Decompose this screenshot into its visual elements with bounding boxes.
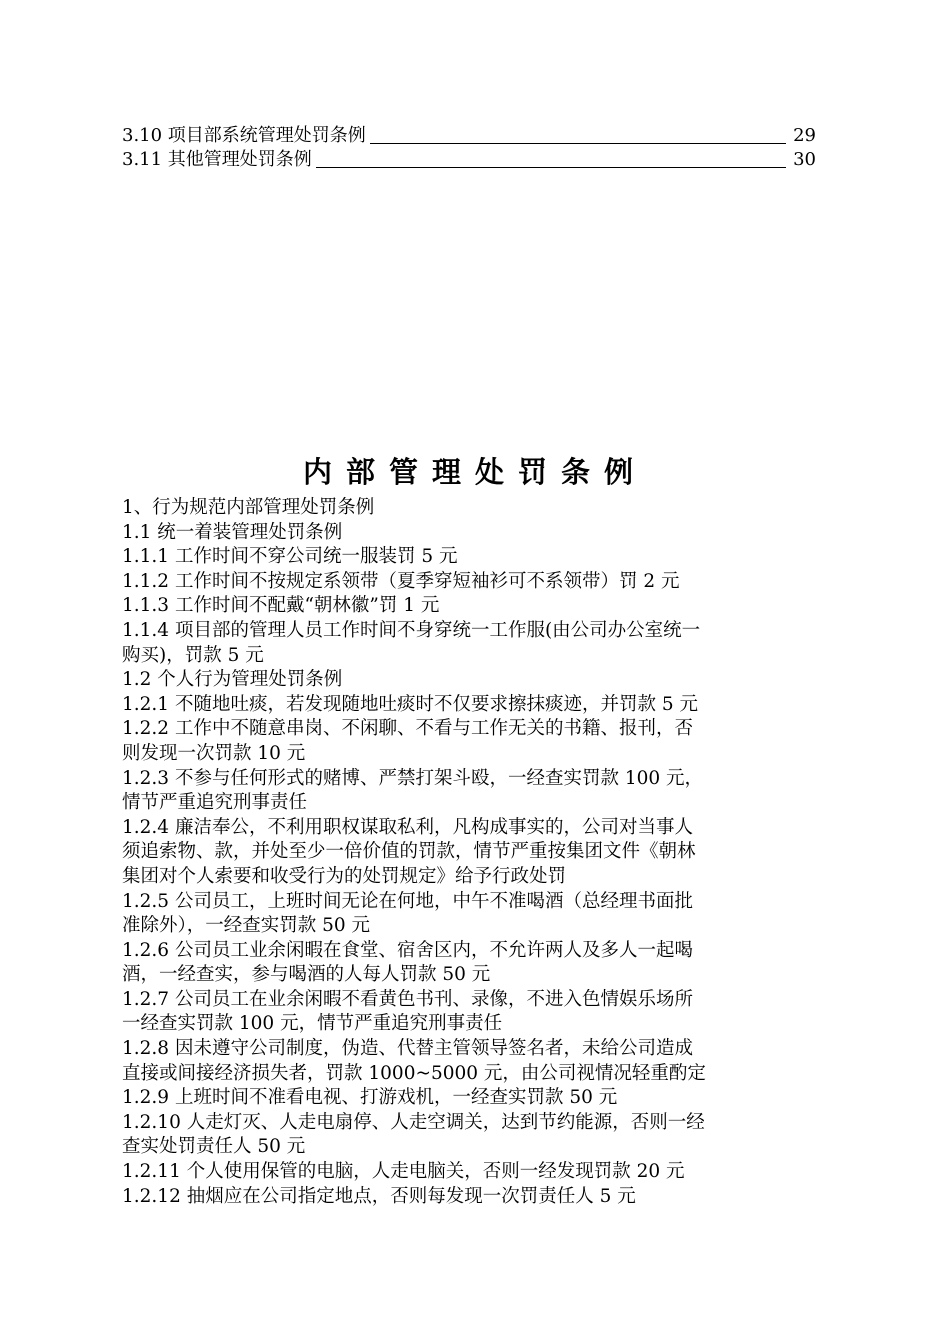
toc-page-number: 30	[793, 149, 816, 170]
table-of-contents	[122, 124, 816, 172]
toc-leader-line	[370, 142, 786, 144]
rule-paragraph	[122, 988, 830, 1037]
rule-paragraph	[122, 693, 830, 718]
heading-paragraph	[122, 668, 830, 693]
text-line: 1.2.7 公司员工在业余闲暇不看黄色书刊、录像，不进入色情娱乐场所	[122, 988, 693, 1010]
toc-page-number: 29	[793, 125, 816, 146]
heading-paragraph	[122, 521, 830, 546]
rule-paragraph	[122, 1160, 830, 1185]
text-line: 1.2.2 工作中不随意串岗、不闲聊、不看与工作无关的书籍、报刊，否	[122, 718, 693, 740]
rule-paragraph	[122, 1111, 830, 1160]
document-title: 内部管理处罚条例	[302, 455, 647, 489]
text-line: 准除外），一经查实罚款 50 元	[122, 915, 371, 937]
text-line: 1.1.1 工作时间不穿公司统一服装罚 5 元	[122, 546, 458, 568]
text-line: 1.2.12 抽烟应在公司指定地点，否则每发现一次罚责任人 5 元	[122, 1185, 636, 1207]
text-line: 1、行为规范内部管理处罚条例	[122, 497, 375, 518]
toc-entry[interactable]	[122, 148, 816, 172]
rule-paragraph	[122, 545, 830, 570]
document-body	[122, 496, 830, 1209]
rule-paragraph	[122, 619, 830, 668]
text-line: 1.2.3 不参与任何形式的赌博、严禁打架斗殴，一经查实罚款 100 元，	[122, 767, 704, 789]
text-line: 1.2.9 上班时间不准看电视、打游戏机，一经查实罚款 50 元	[122, 1087, 618, 1109]
text-line: 1.2.5 公司员工，上班时间无论在何地，中午不准喝酒（总经理书面批	[122, 890, 693, 912]
text-line: 1.2 个人行为管理处罚条例	[122, 669, 343, 691]
text-line: 购买)，罚款 5 元	[122, 644, 264, 666]
rule-paragraph	[122, 717, 830, 766]
text-line: 则发现一次罚款 10 元	[122, 742, 306, 764]
text-line: 集团对个人索要和收受行为的处罚规定》给予行政处罚	[122, 865, 567, 887]
rule-paragraph	[122, 767, 830, 816]
rule-paragraph	[122, 1037, 830, 1086]
heading-paragraph	[122, 496, 830, 521]
text-line: 1.2.6 公司员工业余闲暇在食堂、宿舍区内，不允许两人及多人一起喝	[122, 939, 693, 961]
rule-paragraph	[122, 816, 830, 890]
text-line: 1.1.4 项目部的管理人员工作时间不身穿统一工作服(由公司办公室统一	[122, 619, 701, 641]
text-line: 1.1.3 工作时间不配戴“朝林徽”罚 1 元	[122, 595, 440, 617]
toc-leader-line	[316, 166, 786, 168]
rule-paragraph	[122, 890, 830, 939]
toc-entry-label: 3.11 其他管理处罚条例	[122, 149, 312, 170]
text-line: 直接或间接经济损失者，罚款 1000~5000 元，由公司视情况轻重酌定	[122, 1062, 706, 1084]
toc-entry-label: 3.10 项目部系统管理处罚条例	[122, 125, 366, 146]
toc-entry[interactable]	[122, 124, 816, 148]
text-line: 查实处罚责任人 50 元	[122, 1136, 306, 1158]
text-line: 一经查实罚款 100 元，情节严重追究刑事责任	[122, 1013, 503, 1035]
rule-paragraph	[122, 594, 830, 619]
rule-paragraph	[122, 570, 830, 595]
text-line: 1.1 统一着装管理处罚条例	[122, 521, 343, 543]
rule-paragraph	[122, 939, 830, 988]
text-line: 1.2.1 不随地吐痰，若发现随地吐痰时不仅要求擦抹痰迹，并罚款 5 元	[122, 693, 698, 715]
text-line: 情节严重追究刑事责任	[122, 792, 308, 814]
text-line: 须追索物、款，并处至少一倍价值的罚款，情节严重按集团文件《朝林	[122, 841, 696, 863]
text-line: 1.1.2 工作时间不按规定系领带（夏季穿短袖衫可不系领带）罚 2 元	[122, 570, 680, 592]
text-line: 1.2.10 人走灯灭、人走电扇停、人走空调关，达到节约能源，否则一经	[122, 1111, 705, 1133]
text-line: 1.2.11 个人使用保管的电脑，人走电脑关，否则一经发现罚款 20 元	[122, 1161, 685, 1183]
rule-paragraph	[122, 1086, 830, 1111]
text-line: 酒，一经查实，参与喝酒的人每人罚款 50 元	[122, 964, 491, 986]
text-line: 1.2.8 因未遵守公司制度，伪造、代替主管领导签名者，未给公司造成	[122, 1038, 693, 1060]
text-line: 1.2.4 廉洁奉公，不利用职权谋取私利，凡构成事实的，公司对当事人	[122, 816, 693, 838]
rule-paragraph	[122, 1185, 830, 1210]
